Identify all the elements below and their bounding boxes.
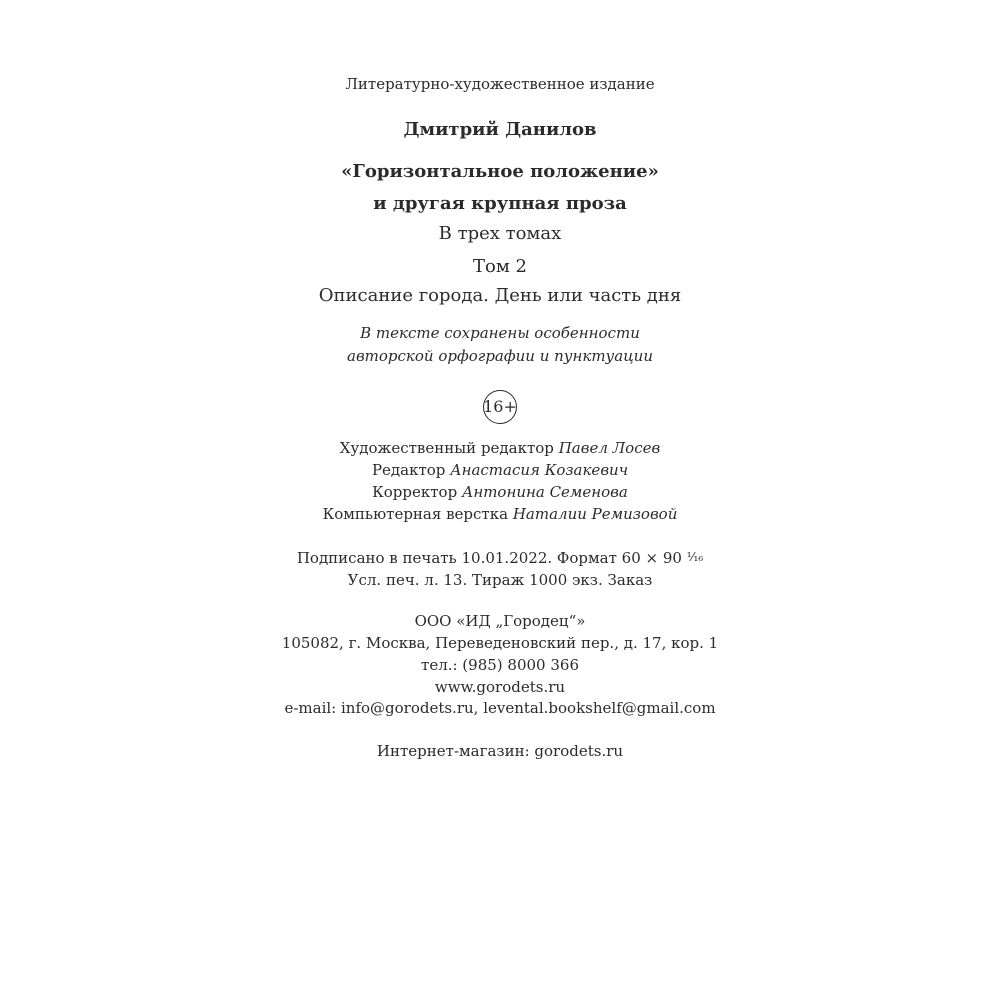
age-rating-badge (483, 390, 517, 424)
publisher-name: ООО «ИД „Городец“» (414, 612, 586, 630)
book-title-line-2: и другая крупная проза (373, 193, 627, 214)
book-title-line-1: «Горизонтальное положение» (341, 161, 659, 182)
print-signed-format: Подписано в печать 10.01.2022. Формат 60 × 90 (296, 549, 682, 567)
print-info-line-2: Усл. печ. л. 13. Тираж 1000 экз. Заказ (347, 571, 653, 589)
publisher-phone: тел.: (985) 8000 366 (421, 656, 579, 674)
publisher-email: e-mail: info@gorodets.ru, levental.bookshelf@gmail.com (284, 699, 716, 717)
print-info-line-1 (0, 551, 1000, 566)
credit-line-layout (0, 507, 1000, 522)
spelling-note-line-2: авторской орфографии и пунктуации (347, 347, 653, 365)
volumes-note: В трех томах (438, 223, 562, 244)
credit-line-art-editor (0, 441, 1000, 456)
edition-type: Литературно-художественное издание (345, 75, 655, 93)
credit-name: Анастасия Козакевич (450, 461, 629, 479)
spelling-note-line-1: В тексте сохранены особенности (360, 324, 640, 342)
credit-role: Художественный редактор (339, 439, 554, 457)
credit-role: Редактор (371, 461, 446, 479)
publisher-address: 105082, г. Москва, Переведеновский пер., д. 17, кор. 1 (281, 634, 719, 652)
online-shop: Интернет-магазин: gorodets.ru (376, 742, 624, 760)
age-rating-text: 16+ (483, 397, 517, 416)
credit-role: Компьютерная верстка (322, 505, 509, 523)
format-fraction: ¹⁄₁₆ (686, 550, 704, 564)
credit-role: Корректор (372, 483, 458, 501)
credit-line-proofreader (0, 485, 1000, 500)
credit-name: Антонина Семенова (461, 483, 628, 501)
author-name: Дмитрий Данилов (403, 119, 597, 140)
publisher-website: www.gorodets.ru (434, 678, 566, 696)
credit-name: Павел Лосев (558, 439, 661, 457)
volume-title: Описание города. День или часть дня (318, 285, 682, 306)
credit-line-editor (0, 463, 1000, 478)
volume-number: Том 2 (472, 256, 528, 277)
credit-name: Наталии Ремизовой (512, 505, 678, 523)
